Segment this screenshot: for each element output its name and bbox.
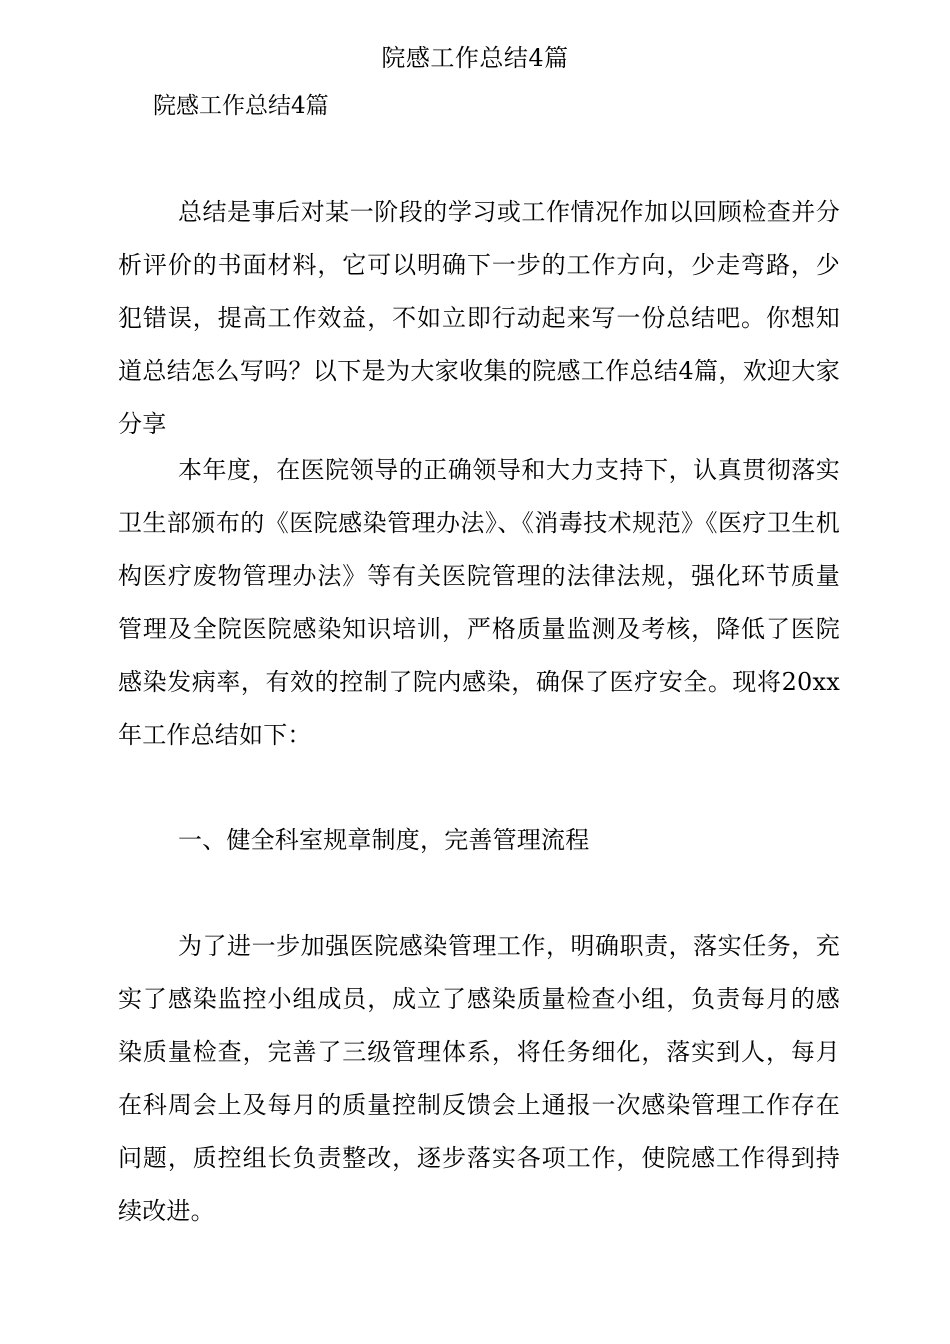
- document-subtitle: 院感工作总结4篇: [153, 93, 329, 119]
- year-summary-paragraph: 本年度，在医院领导的正确领导和大力支持下，认真贯彻落实卫生部颁布的《医院感染管理办法》、《消毒技术规范》《医疗卫生机构医疗废物管理办法》等有关医院管理的法律法规，强化环节质量管理及全院医院感染知识培训，严格质量监测及考核，降低了医院感染发病率，有效的控制了院内感染，确保了医疗安全。现将20xx年工作总结如下：: [118, 456, 840, 749]
- section-1-paragraph: 为了进一步加强医院感染管理工作，明确职责，落实任务，充实了感染监控小组成员，成立了感染质量检查小组，负责每月的感染质量检查，完善了三级管理体系，将任务细化，落实到人，每月在科周会上及每月的质量控制反馈会上通报一次感染管理工作存在问题，质控组长负责整改，逐步落实各项工作，使院感工作得到持续改进。: [118, 932, 840, 1225]
- section-heading-1: 一、健全科室规章制度，完善管理流程: [178, 826, 590, 854]
- document-title: 院感工作总结4篇: [381, 44, 569, 72]
- intro-paragraph: 总结是事后对某一阶段的学习或工作情况作加以回顾检查并分析评价的书面材料，它可以明确下一步的工作方向，少走弯路，少犯错误，提高工作效益，不如立即行动起来写一份总结吧。你想知道总结怎么写吗？以下是为大家收集的院感工作总结4篇，欢迎大家分享: [118, 198, 840, 438]
